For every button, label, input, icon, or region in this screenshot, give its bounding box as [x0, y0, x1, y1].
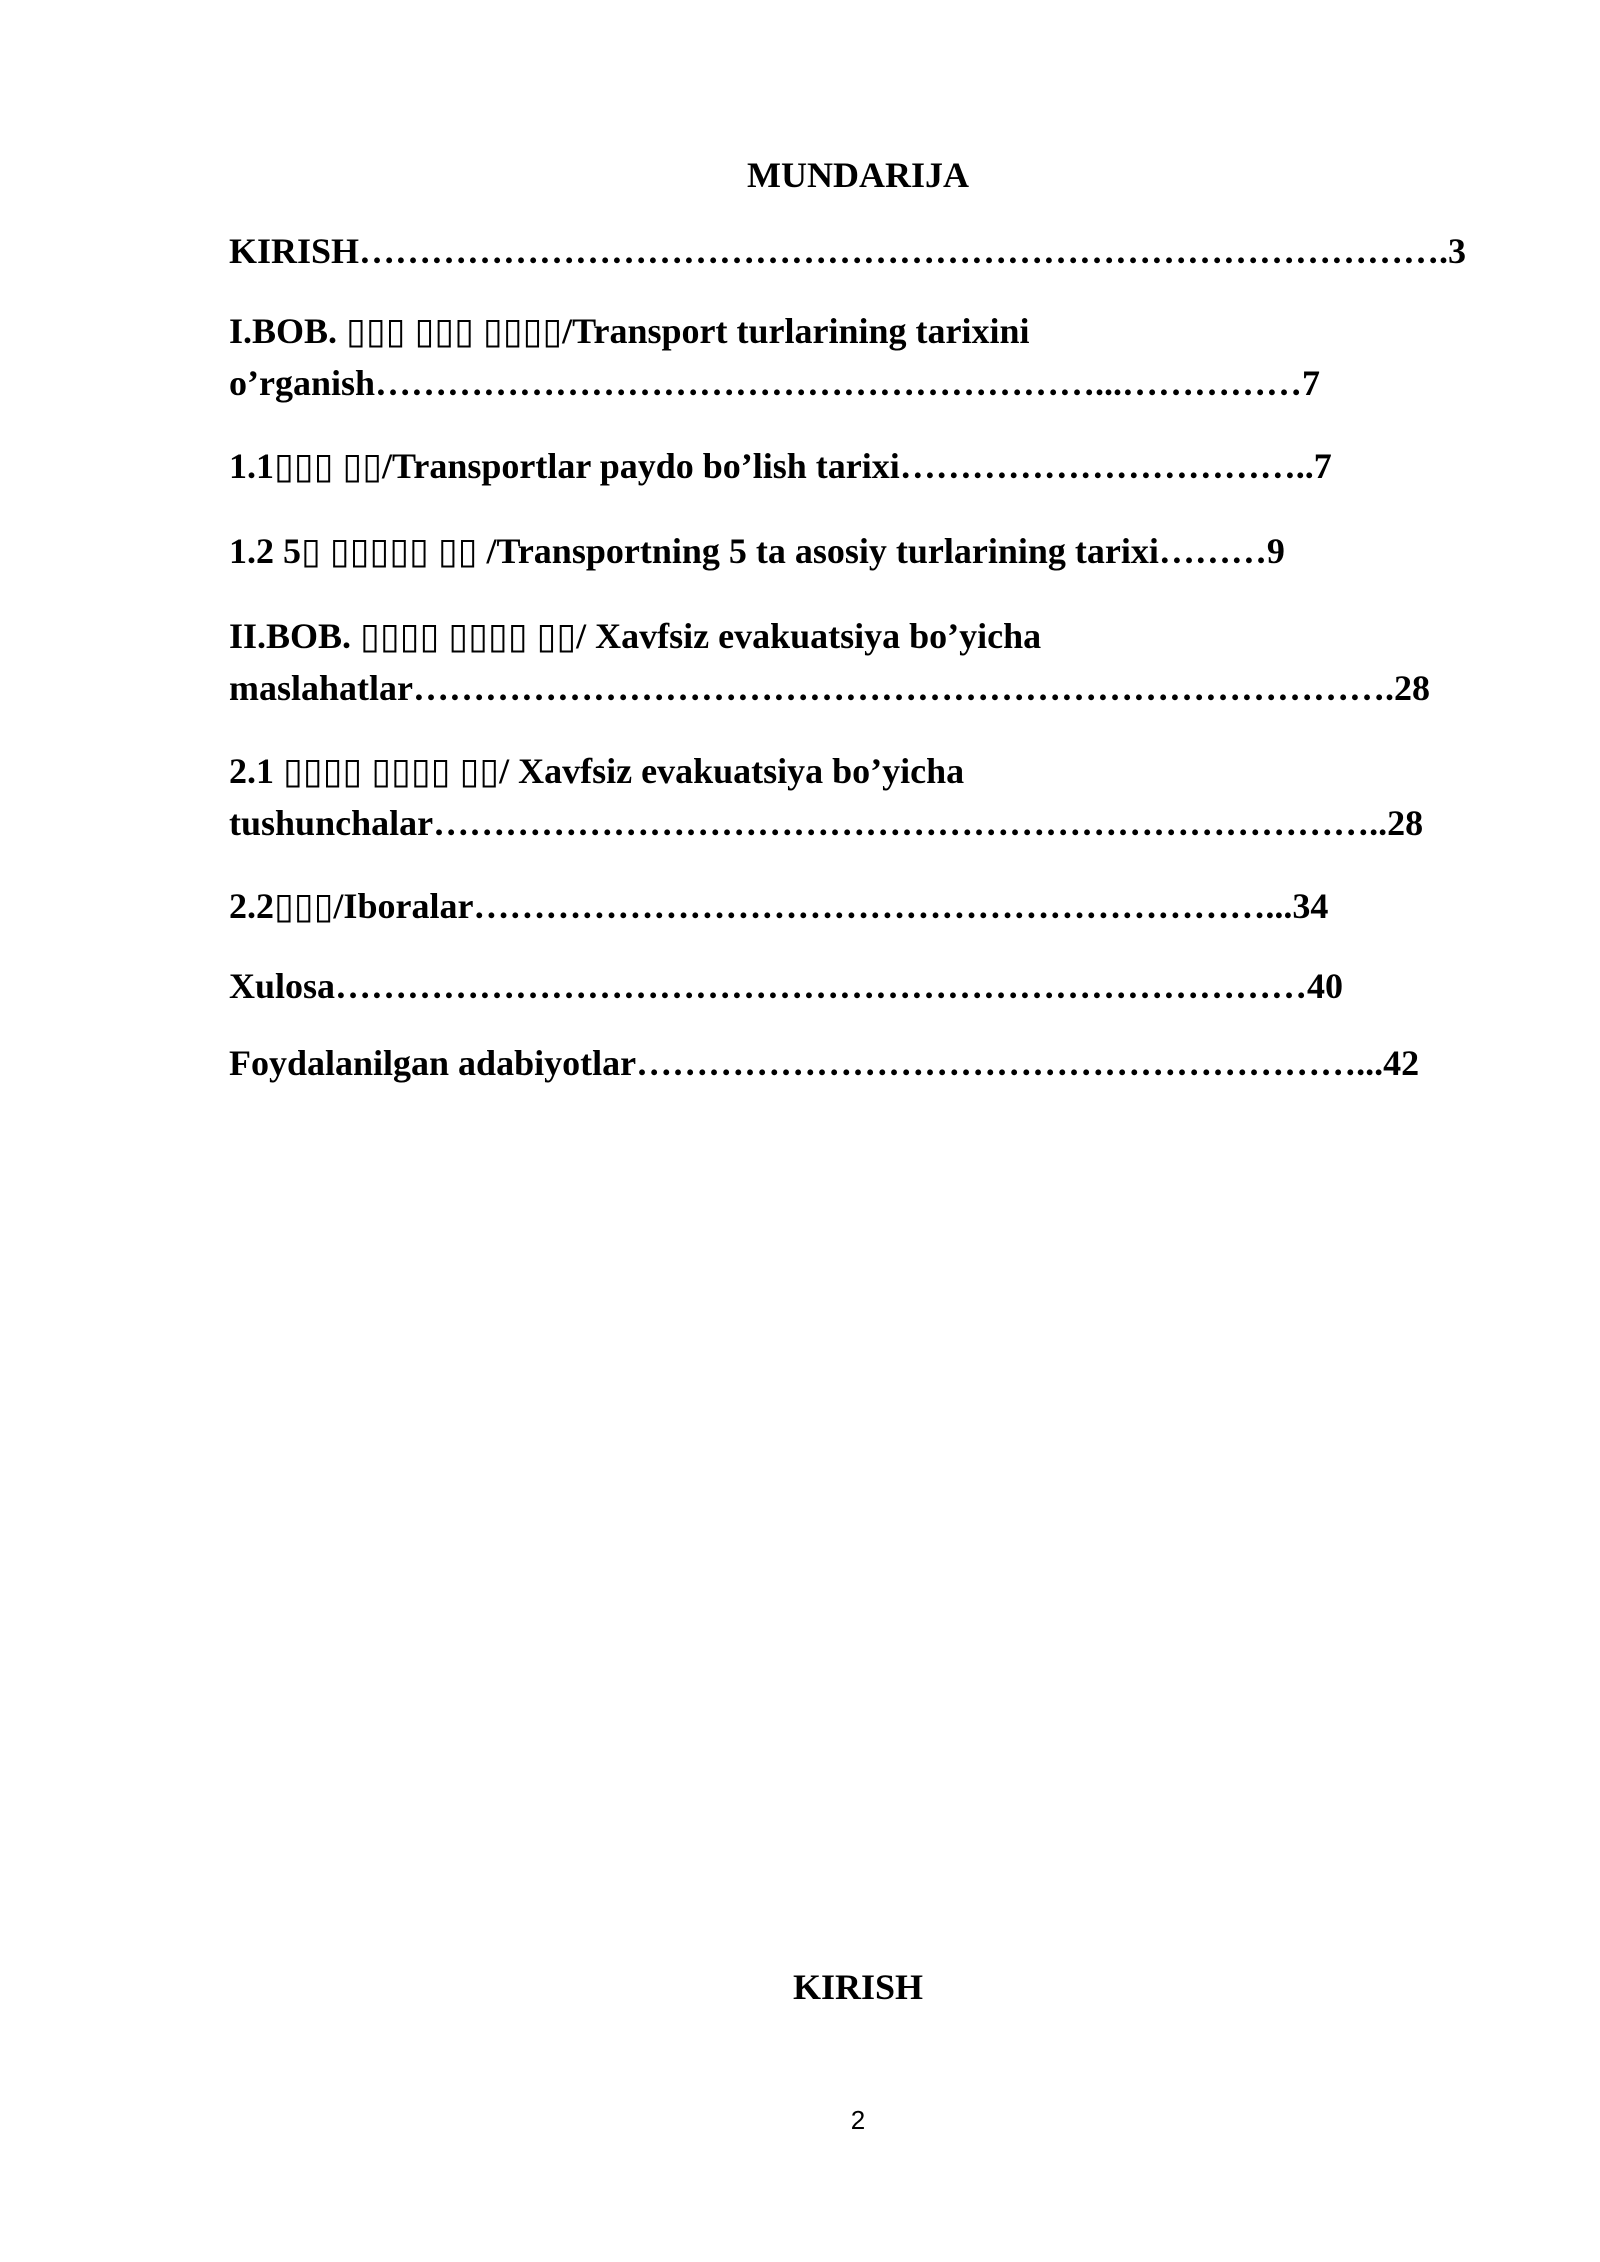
toc-entry-section-1-1[interactable]: [229, 440, 1332, 492]
toc-entry-text: KIRISH……………………………………………………………………………….3: [229, 231, 1467, 271]
toc-entry-text-continued: o’rganish……………………………………………………...……………7: [229, 363, 1321, 403]
toc-entry-xulosa[interactable]: [229, 960, 1343, 1012]
toc-entry-text: 1.1▯▯▯ ▯▯/Transportlar paydo bo’lish tarixi……………………………..7: [229, 446, 1332, 486]
toc-entry-text: 1.2 5▯ ▯▯▯▯▯ ▯▯ /Transportning 5 ta asosiy turlarining tarixi………9: [229, 531, 1285, 571]
toc-entry-text: Foydalanilgan adabiyotlar……………………………………………………...42: [229, 1043, 1420, 1083]
toc-entry-section-2-1[interactable]: [229, 745, 1423, 849]
toc-entry-text: II.BOB. ▯▯▯▯ ▯▯▯▯ ▯▯/ Xavfsiz evakuatsiya bo’yicha: [229, 616, 1042, 656]
toc-entry-section-2-2[interactable]: [229, 880, 1328, 932]
toc-entry-text-continued: maslahatlar……………………………………………………………………….28: [229, 668, 1430, 708]
toc-entry-text: I.BOB. ▯▯▯ ▯▯▯ ▯▯▯▯/Transport turlarining tarixini: [229, 311, 1030, 351]
toc-entry-text: Xulosa………………………………………………………………………40: [229, 966, 1344, 1006]
toc-title: MUNDARIJA: [747, 155, 969, 195]
page-number: 2: [850, 2105, 866, 2135]
toc-entry-text-continued: tushunchalar……………………………………………………………………..28: [229, 803, 1424, 843]
toc-entry-text: 2.2▯▯▯/Iboralar…………………………………………………………...34: [229, 886, 1329, 926]
toc-entry-kirish[interactable]: [229, 225, 1466, 277]
toc-entry-chapter-1[interactable]: [229, 305, 1320, 409]
toc-entry-references[interactable]: [229, 1037, 1419, 1089]
toc-entry-section-1-2[interactable]: [229, 525, 1285, 577]
section-heading-kirish: KIRISH: [792, 1967, 924, 2007]
toc-entry-text: 2.1 ▯▯▯▯ ▯▯▯▯ ▯▯/ Xavfsiz evakuatsiya bo’yicha: [229, 751, 965, 791]
toc-entry-chapter-2[interactable]: [229, 610, 1430, 714]
